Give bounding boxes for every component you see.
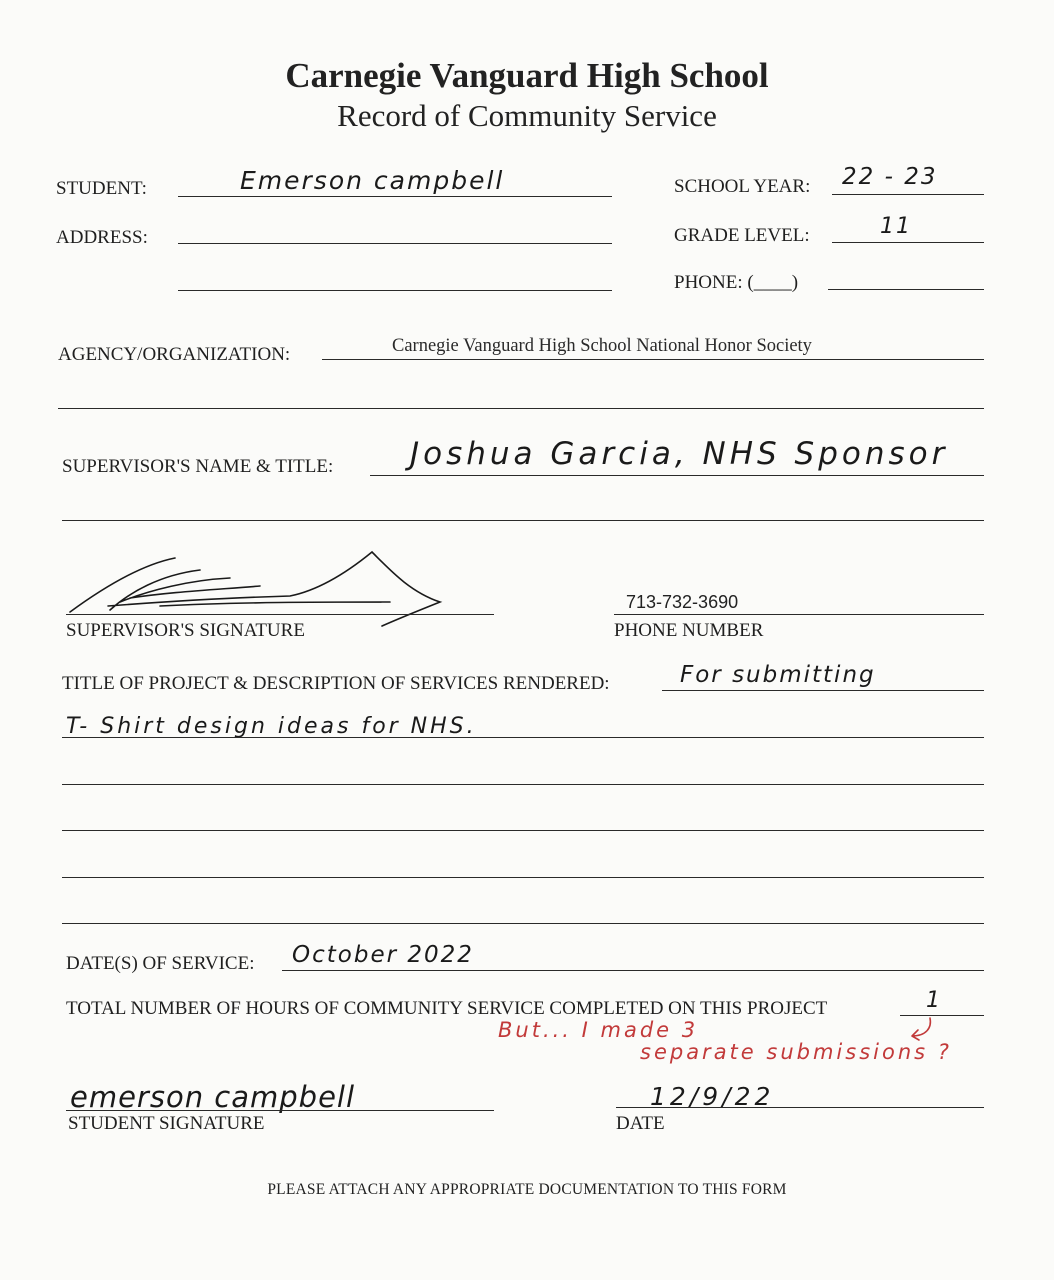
project-title-line [662,690,984,691]
phone-number-label: PHONE NUMBER [614,620,764,641]
agency-field[interactable]: Carnegie Vanguard High School National Honor Society [392,336,812,356]
student-signature-field[interactable]: emerson campbell [70,1080,356,1114]
dates-of-service-field[interactable]: October 2022 [292,942,474,968]
dates-of-service-line [282,970,984,971]
project-description-line-2[interactable]: T- Shirt design ideas for NHS. [66,714,477,739]
supervisor-name-label: SUPERVISOR'S NAME & TITLE: [62,456,334,477]
dates-of-service-label: DATE(S) OF SERVICE: [66,953,255,974]
project-title-label: TITLE OF PROJECT & DESCRIPTION OF SERVICES RENDERED: [62,673,610,694]
total-hours-field[interactable]: 1 [926,988,942,1013]
phone-label: PHONE: (____) [674,272,799,293]
school-year-label: SCHOOL YEAR: [674,176,811,197]
agency-line [322,359,984,360]
date-line [616,1107,984,1108]
supervisor-signature-scribble [60,540,500,630]
project-line-2 [62,737,984,738]
supervisor-name-line-2[interactable] [62,520,984,521]
supervisor-phone-line [614,614,984,615]
student-signature-label: STUDENT SIGNATURE [68,1113,265,1134]
supervisor-signature-line[interactable] [66,614,494,615]
supervisor-phone-field[interactable]: 713-732-3690 [626,592,739,612]
student-line [178,196,612,197]
address-line-1[interactable] [178,243,612,244]
grade-level-field[interactable]: 11 [880,214,912,239]
supervisor-name-line [370,475,984,476]
grade-level-label: GRADE LEVEL: [674,225,810,246]
project-line-4[interactable] [62,830,984,831]
address-label: ADDRESS: [56,227,148,248]
red-note-line-2: separate submissions ? [640,1040,952,1064]
footer-note: PLEASE ATTACH ANY APPROPRIATE DOCUMENTATION TO THIS FORM [267,1181,787,1198]
student-label: STUDENT: [56,178,147,199]
address-line-2[interactable] [178,290,612,291]
red-arrow-icon [900,1016,940,1042]
date-label: DATE [616,1113,665,1134]
school-name: Carnegie Vanguard High School [285,56,769,95]
grade-level-line [832,242,984,243]
school-year-line [832,194,984,195]
date-field[interactable]: 12/9/22 [650,1082,775,1111]
form-title: Record of Community Service [337,98,717,133]
phone-line[interactable] [828,289,984,290]
student-name-field[interactable]: Emerson campbell [240,166,505,195]
agency-label: AGENCY/ORGANIZATION: [58,344,291,365]
project-line-6[interactable] [62,923,984,924]
project-description-line-1[interactable]: For submitting [680,662,876,688]
supervisor-signature-label: SUPERVISOR'S SIGNATURE [66,620,305,641]
supervisor-name-field[interactable]: Joshua Garcia, NHS Sponsor [410,436,949,472]
school-year-field[interactable]: 22 - 23 [842,164,938,190]
total-hours-label: TOTAL NUMBER OF HOURS OF COMMUNITY SERVICE COMPLETED ON THIS PROJECT [66,998,828,1019]
red-note-line-1: But... I made 3 [498,1018,699,1042]
project-line-3[interactable] [62,784,984,785]
agency-line-2[interactable] [58,408,984,409]
student-signature-line [66,1110,494,1111]
project-line-5[interactable] [62,877,984,878]
